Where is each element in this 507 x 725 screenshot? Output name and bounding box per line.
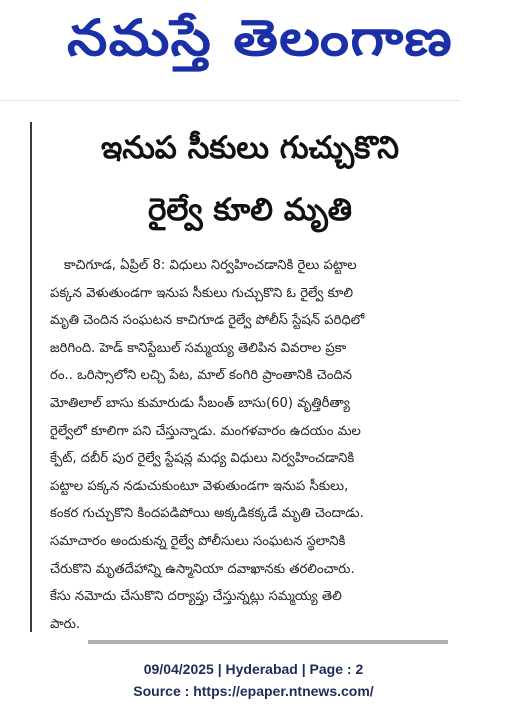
headline-line-2: రైల్వే కూలి మృతి <box>148 192 352 228</box>
masthead-title: నమస్తే తెలంగాణ <box>67 9 453 67</box>
body-line: క్పేట్, దబీర్ పుర రైల్వే స్టేషన్ల మధ్య విధులు నిర్వహించడానికి <box>50 451 355 467</box>
body-line: కేసు నమోదు చేసుకొని దర్యాప్తు చేస్తున్నట్లు సమ్మయ్య తెలి <box>50 589 342 605</box>
body-line: మోతిలాల్ బాసు కుమారుడు సీబంత్ బాసు(60) వృత్తిరీత్యా <box>50 395 350 411</box>
body-line: సమాచారం అందుకున్న రైల్వే పోలీసులు సంఘటన స్థలానికి <box>50 533 346 549</box>
edition-info: 09/04/2025 | Hyderabad | Page : 2 <box>143 661 364 677</box>
newspaper-masthead <box>0 0 507 82</box>
article-headline <box>40 128 460 230</box>
article-body <box>50 252 470 638</box>
body-line: మృతి చెందిన సంఘటన కాచిగూడ రైల్వే పోలీస్ స్టేషన్ పరిధిలో <box>50 313 365 329</box>
body-line: కంకర గుచ్చుకొని కిందపడిపోయి అక్కడికక్కడే మృతి చెందాడు. <box>50 506 364 522</box>
body-line: చేరుకొని మృతదేహాన్ని ఉస్మానియా దవాఖానకు తరలించారు. <box>50 561 355 577</box>
body-line: పారు. <box>50 616 81 632</box>
clipped-next-line <box>88 636 448 646</box>
source-link[interactable]: Source : https://epaper.ntnews.com/ <box>133 683 374 699</box>
page-footer <box>0 646 507 725</box>
headline-line-1: ఇనుప సీకులు గుచ్చుకొని <box>100 130 400 166</box>
masthead-divider <box>0 100 460 101</box>
body-line: కాచిగూడ, ఏప్రిల్ 8: విధులు నిర్వహించడానికి రైలు పట్టాల <box>64 258 357 273</box>
column-rule <box>30 122 32 632</box>
body-line: రైల్వేలో కూలిగా పని చేస్తున్నాడు. మంగళవారం ఉదయం మల <box>50 423 361 439</box>
body-line: జరిగింది. హెడ్ కానిస్టేబుల్ సమ్మయ్య తెలిపిన వివరాల ప్రకా <box>50 340 347 356</box>
body-line: రం.. ఒరిస్సాలోని లచ్చి పేట, మాల్ కంగిరి ప్రాంతానికి చెందిన <box>50 368 353 384</box>
body-line: పట్టాల పక్కన నడుచుకుంటూ వెళుతుండగా ఇనుప సీకులు, <box>50 478 349 494</box>
body-line: పక్కన వెళుతుండగా ఇనుప సీకులు గుచ్చుకొని ఓ రైల్వే కూలి <box>50 285 353 301</box>
